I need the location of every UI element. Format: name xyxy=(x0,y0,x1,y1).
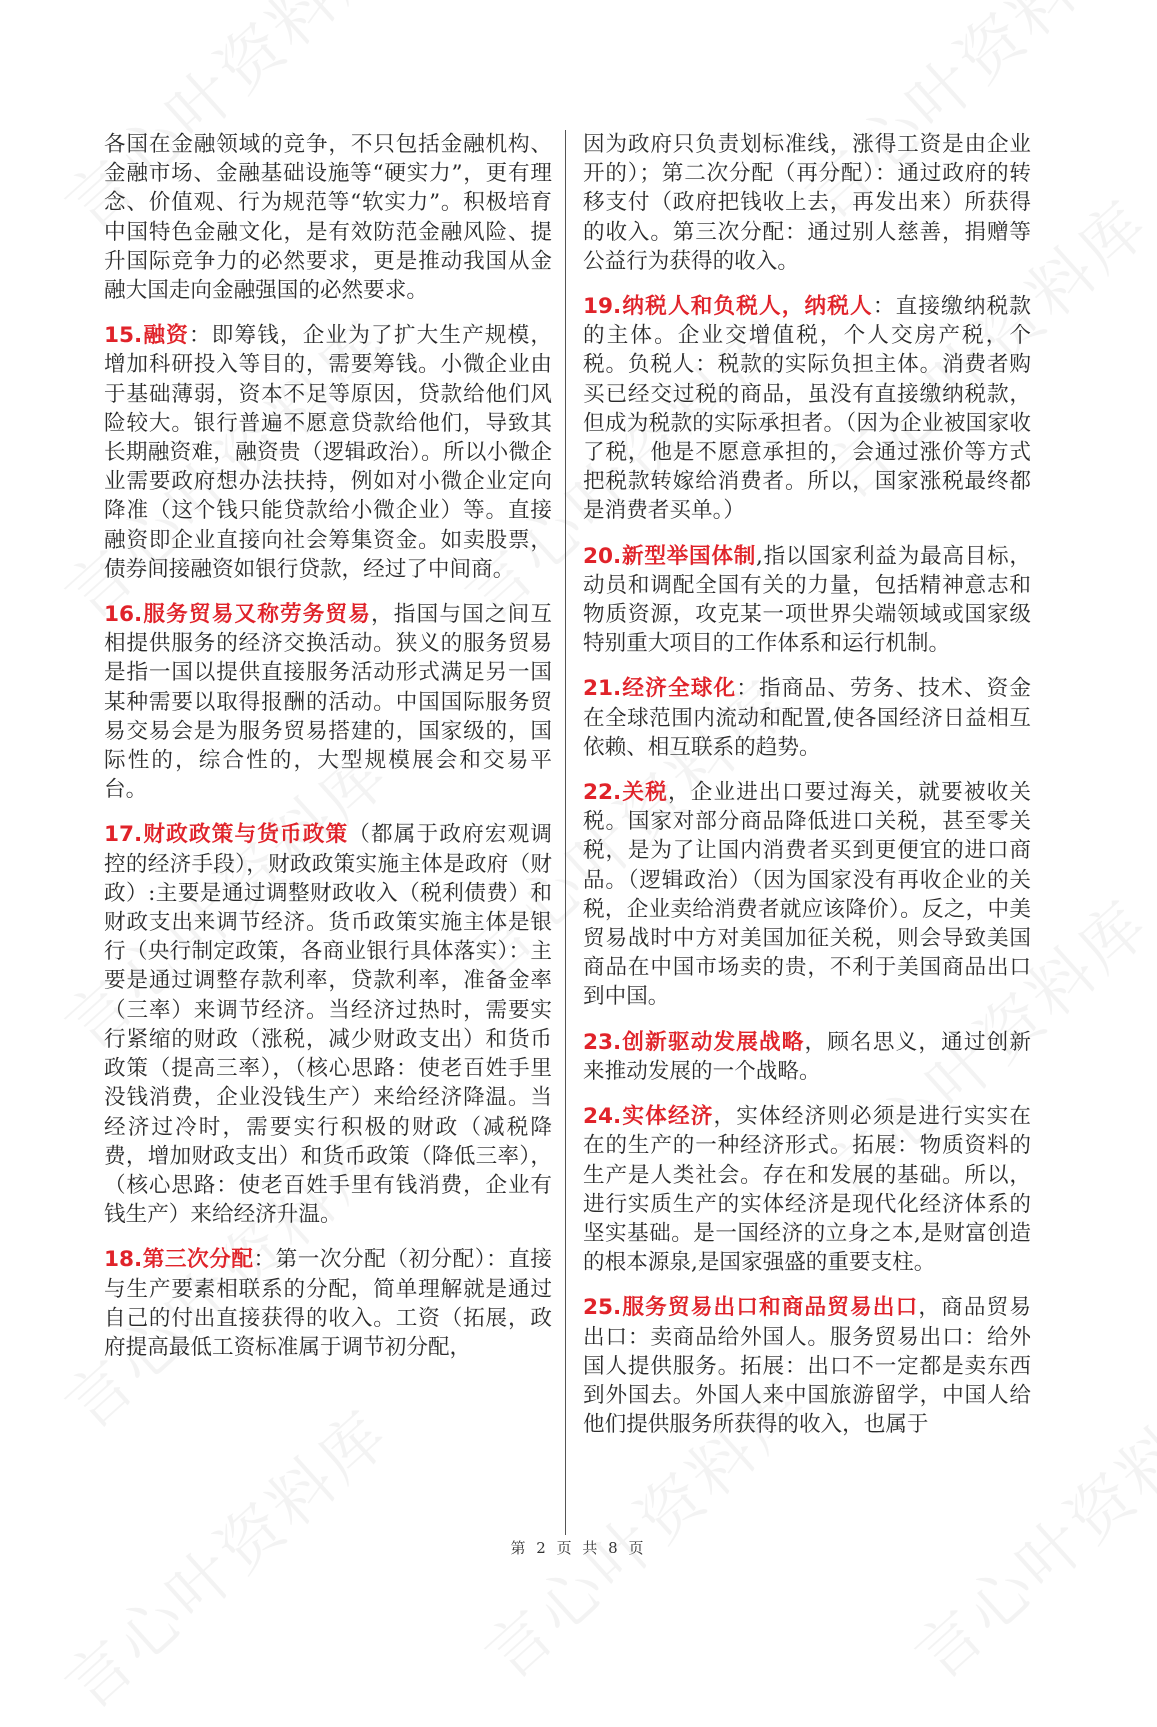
paragraph-text: ，企业进出口要过海关，就要被收关税。国家对部分商品降低进口关税，甚至零关税，是为了让国内消费者买到更便宜的进口商品。（逻辑政治）（因为国家没有再收企业的关税，企业卖给消费者就应该降价）。反之，中美贸易战时中方对美国加征关税，则会导致美国商品在中国市场卖的贵，不利于美国商品出口到中国。 xyxy=(583,780,1031,1010)
paragraph-text: 各国在金融领域的竞争，不只包括金融机构、金融市场、金融基础设施等“硬实力”，更有理念、价值观、行为规范等“软实力”。积极培育中国特色金融文化，是有效防范金融风险、提升国际竞争力的必然要求，更是推动我国从金融大国走向金融强国的必然要求。 xyxy=(104,132,552,304)
paragraph-item-18 xyxy=(104,1245,552,1362)
paragraph-item-24 xyxy=(583,1102,1031,1277)
term-heading: 20.新型举国体制 xyxy=(583,543,757,569)
term-heading: 23.创新驱动发展战略 xyxy=(583,1029,805,1055)
paragraph-item-25 xyxy=(583,1293,1031,1439)
paragraph-text: 因为政府只负责划标准线，涨得工资是由企业开的）；第二次分配（再分配）：通过政府的转移支付（政府把钱收上去，再发出来）所获得的收入。第三次分配：通过别人慈善，捐赠等公益行为获得的收入。 xyxy=(583,132,1031,274)
paragraph-item-20 xyxy=(583,542,1031,659)
term-heading: 22.关税 xyxy=(583,780,668,806)
right-column xyxy=(583,130,1031,1455)
paragraph-item-22 xyxy=(583,778,1031,1012)
paragraph-item-23 xyxy=(583,1028,1031,1086)
paragraph-item-15 xyxy=(104,321,552,584)
paragraph-text: ：第一次分配（初分配）：直接与生产要素相联系的分配，简单理解就是通过自己的付出直接获得的收入。工资（拓展，政府提高最低工资标准属于调节初分配， xyxy=(104,1247,552,1360)
paragraph-text: ：指商品、劳务、技术、资金在全球范围内流动和配置,使各国经济日益相互依赖、相互联系的趋势。 xyxy=(583,676,1031,760)
paragraph-text: （都属于政府宏观调控的经济手段），财政政策实施主体是政府（财政）:主要是通过调整财政收入（税利债费）和财政支出来调节经济。货币政策实施主体是银行（央行制定政策，各商业银行具体落实）：主要是通过调整存款利率，贷款利率，准备金率（三率）来调节经济。当经济过热时，需要实行紧缩的财政（涨税，减少财政支出）和货币政策（提高三率），（核心思路：使老百姓手里没钱消费，企业没钱生产）来给经济降温。当经济过冷时，需要实行积极的财政（减税降费，增加财政支出）和货币政策（降低三率），（核心思路：使老百姓手里有钱消费，企业有钱生产）来给经济升温。 xyxy=(104,822,552,1228)
term-heading: 15.融资 xyxy=(104,323,189,349)
paragraph-text: ，顾名思义，通过创新来推动发展的一个战略。 xyxy=(583,1029,1031,1084)
term-heading: 17.财政政策与货币政策 xyxy=(104,822,349,848)
paragraph-continuation xyxy=(583,130,1031,276)
term-heading: 16.服务贸易又称劳务贸易 xyxy=(104,602,372,628)
paragraph-item-21 xyxy=(583,674,1031,762)
page-number: 第 2 页 共 8 页 xyxy=(510,1539,647,1557)
left-column xyxy=(104,130,552,1378)
paragraph-item-17 xyxy=(104,820,552,1229)
term-heading: 24.实体经济 xyxy=(583,1104,714,1130)
paragraph-item-16 xyxy=(104,600,552,804)
paragraph-intro xyxy=(104,130,552,305)
term-heading: 21.经济全球化 xyxy=(583,676,737,702)
column-divider xyxy=(565,130,566,1535)
paragraph-text: ：即筹钱，企业为了扩大生产规模，增加科研投入等目的，需要筹钱。小微企业由于基础薄弱，资本不足等原因，贷款给他们风险较大。银行普遍不愿意贷款给他们，导致其长期融资难，融资贵（逻辑政治）。所以小微企业需要政府想办法扶持，例如对小微企业定向降准（这个钱只能贷款给小微企业）等。直接融资即企业直接向社会筹集资金。如卖股票，债券间接融资如银行贷款，经过了中间商。 xyxy=(104,323,552,582)
paragraph-text: ,指以国家利益为最高目标，动员和调配全国有关的力量，包括精神意志和物质资源，攻克某一项世界尖端领域或国家级特别重大项目的工作体系和运行机制。 xyxy=(583,543,1031,657)
paragraph-text: ：直接缴纳税款的主体。企业交增值税，个人交房产税，个税。负税人：税款的实际负担主体。消费者购买已经交过税的商品，虽没有直接缴纳税款，但成为税款的实际承担者。（因为企业被国家收了税，他是不愿意承担的，会通过涨价等方式把税款转嫁给消费者。所以，国家涨税最终都是消费者买单。） xyxy=(583,294,1031,524)
paragraph-text: ，指国与国之间互相提供服务的经济交换活动。狭义的服务贸易是指一国以提供直接服务活动形式满足另一国某种需要以取得报酬的活动。中国国际服务贸易交易会是为服务贸易搭建的，国家级的，国际性的，综合性的，大型规模展会和交易平台。 xyxy=(104,602,552,803)
term-heading: 19.纳税人和负税人，纳税人 xyxy=(583,294,873,320)
term-heading: 18.第三次分配 xyxy=(104,1247,254,1273)
paragraph-text: ，实体经济则必须是进行实实在在的生产的一种经济形式。拓展：物质资料的生产是人类社会。存在和发展的基础。所以，进行实质生产的实体经济是现代化经济体系的坚实基础。是一国经济的立身之本,是财富创造的根本源泉,是国家强盛的重要支柱。 xyxy=(583,1104,1031,1276)
paragraph-text: ，商品贸易出口：卖商品给外国人。服务贸易出口：给外国人提供服务。拓展：出口不一定都是卖东西到外国去。外国人来中国旅游留学，中国人给他们提供服务所获得的收入，也属于 xyxy=(583,1295,1031,1438)
term-heading: 25.服务贸易出口和商品贸易出口 xyxy=(583,1295,919,1321)
paragraph-item-19 xyxy=(583,292,1031,526)
